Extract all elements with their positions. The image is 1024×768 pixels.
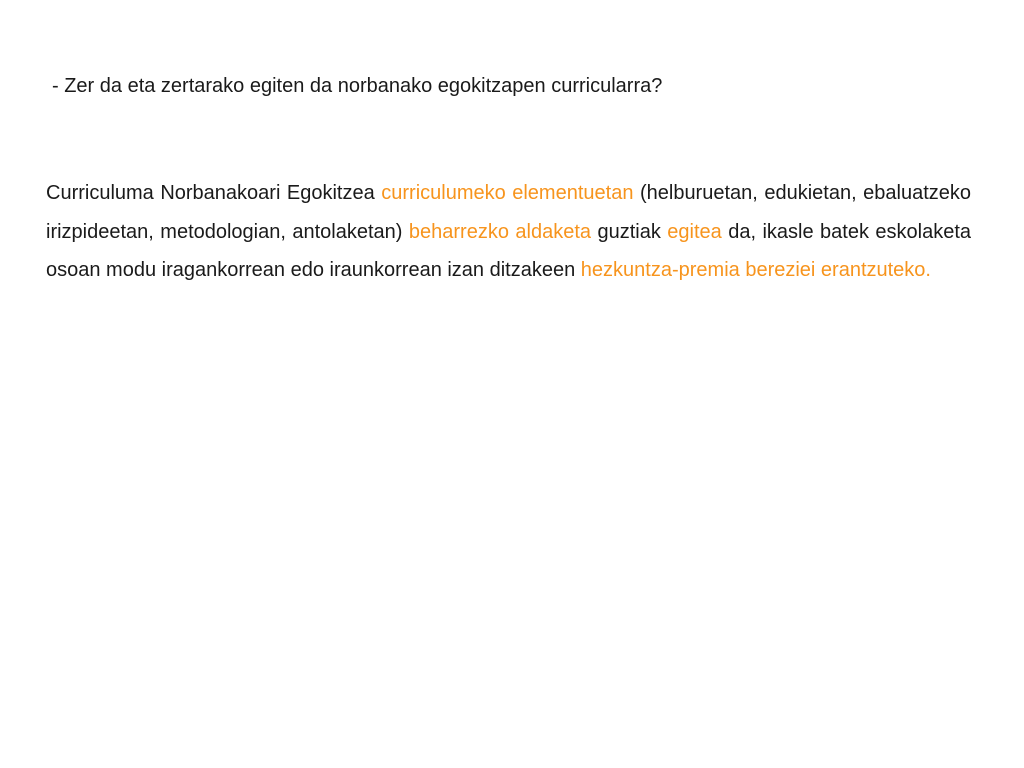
- highlight-curriculum-elements: curriculumeko elementuetan: [381, 182, 634, 204]
- definition-paragraph: [46, 174, 971, 290]
- highlight-doing: egitea: [667, 220, 722, 243]
- paragraph-text-4: da, ikasle batek eskolaketa osoan modu iragankorrean edo iraunkorrean izan ditzakeen: [46, 220, 972, 281]
- highlight-special-needs: hezkuntza-premia bereziei erantzuteko.: [580, 259, 931, 281]
- question-heading: - Zer da eta zertarako egiten da norbanako egokitzapen curricularra?: [52, 75, 663, 97]
- paragraph-text-3: guztiak: [591, 220, 668, 243]
- paragraph-text-1: Curriculuma Norbanakoari Egokitzea: [46, 182, 382, 204]
- paragraph-text-2: (helburuetan, edukietan, ebaluatzeko irizpideetan, metodologian, antolaketan): [46, 182, 972, 243]
- highlight-necessary-changes: beharrezko aldaketa: [408, 220, 592, 243]
